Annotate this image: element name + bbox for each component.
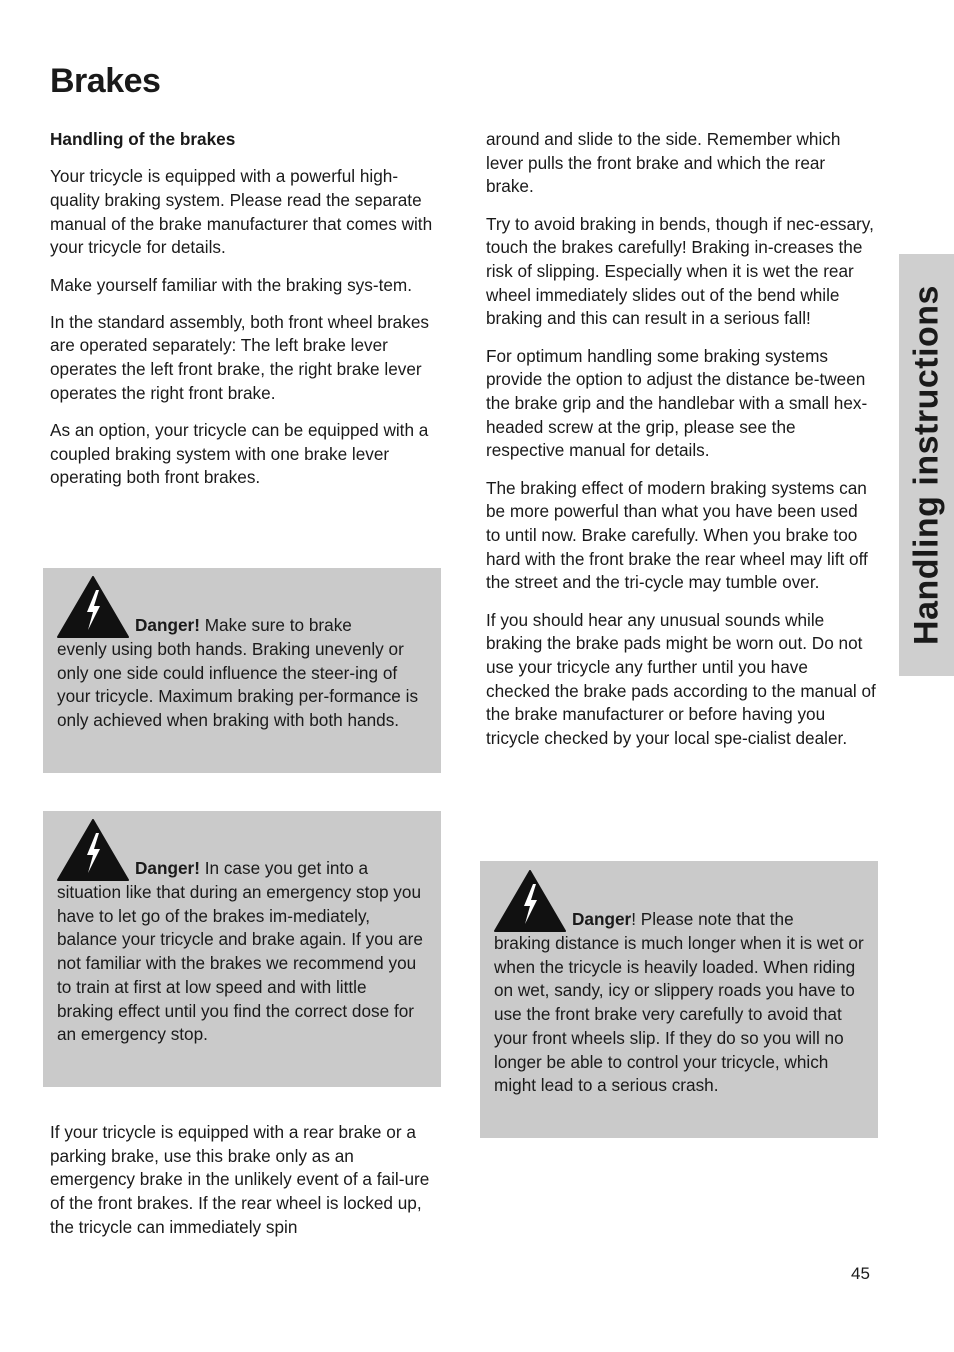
right-column [486,128,876,764]
danger-text: evenly using both hands. Braking unevenly or only one side could influence the steer-ing of your tricycle. Maximum braking per-formance is only achieved when braking with both hands. [57,639,419,731]
paragraph: around and slide to the side. Remember which lever pulls the front brake and which the rear brake. [486,129,841,197]
danger-box [480,861,878,1138]
danger-text: braking distance is much longer when it is wet or when the tricycle is heavily loaded. When riding on wet, sandy, icy or slippery roads you have to use the front brake very carefully to avoid that your front wheels slip. If they do so you will no longer be able to control your tricycle, which might lead to a serious crash. [494,933,864,1096]
left-bottom-text [50,1121,440,1253]
left-column [50,128,440,504]
paragraph: As an option, your tricycle can be equipped with a coupled braking system with one brake lever operating both front brakes. [50,420,429,488]
paragraph: Your tricycle is equipped with a powerful high-quality braking system. Please read the separate manual of the brake manufacturer that comes with your tricycle for details. [50,166,433,258]
high-voltage-warning-icon [57,819,129,881]
danger-label: Danger! [135,615,200,636]
danger-text: ! Please note that the [631,909,794,930]
danger-text: In case you get into a [199,858,369,879]
paragraph: For optimum handling some braking systems provide the option to adjust the distance be-tween the brake grip and the handlebar with a small hex-headed screw at the grip, please see the respective manual for details. [486,345,868,461]
danger-box [43,568,441,773]
paragraph: In the standard assembly, both front wheel brakes are operated separately: The left brake lever operates the left front brake, the right brake lever operates the right front brake. [50,311,429,403]
paragraph: Make yourself familiar with the braking sys-tem. [50,274,413,295]
paragraph: The braking effect of modern braking systems can be more powerful than what you have been used to until now. Brake carefully. When you brake too hard with the front brake the rear wheel may lift off the street and the tri-cycle may tumble over. [486,477,868,593]
high-voltage-warning-icon [57,576,129,638]
side-tab-label: Handling instructions [907,285,945,645]
danger-text: Make sure to brake [199,615,352,636]
paragraph: Try to avoid braking in bends, though if nec-essary, touch the brakes carefully! Braking in-creases the risk of slipping. Especially when it is wet the rear wheel immediately slides out of the bend while braking and this can result in a serious fall! [486,213,874,329]
danger-label: Danger [572,909,632,930]
page-number: 45 [851,1264,870,1283]
danger-label: Danger! [135,858,200,879]
page-title: Brakes [50,62,161,100]
paragraph: If you should hear any unusual sounds while braking the brake pads might be worn out. Do not use your tricycle any further until you have checked the brake pads according to the manual of the brake manufacturer or before having you tricycle checked by your local spe-cialist dealer. [486,609,876,749]
paragraph: If your tricycle is equipped with a rear brake or a parking brake, use this brake only as an emergency brake in the unlikely event of a fail-ure of the front brakes. If the rear wheel is locked up, the tricycle can immediately spin [50,1122,430,1237]
danger-text: situation like that during an emergency stop you have to let go of the brakes im-mediately, balance your tricycle and brake again. If you are not familiar with the brakes we recommend you to train at first at low speed and with little braking effect until you find the correct dose for an emergency stop. [57,882,423,1045]
high-voltage-warning-icon [494,870,566,932]
section-side-tab [899,254,954,676]
danger-box [43,811,441,1087]
section-subheading: Handling of the brakes [50,129,236,149]
